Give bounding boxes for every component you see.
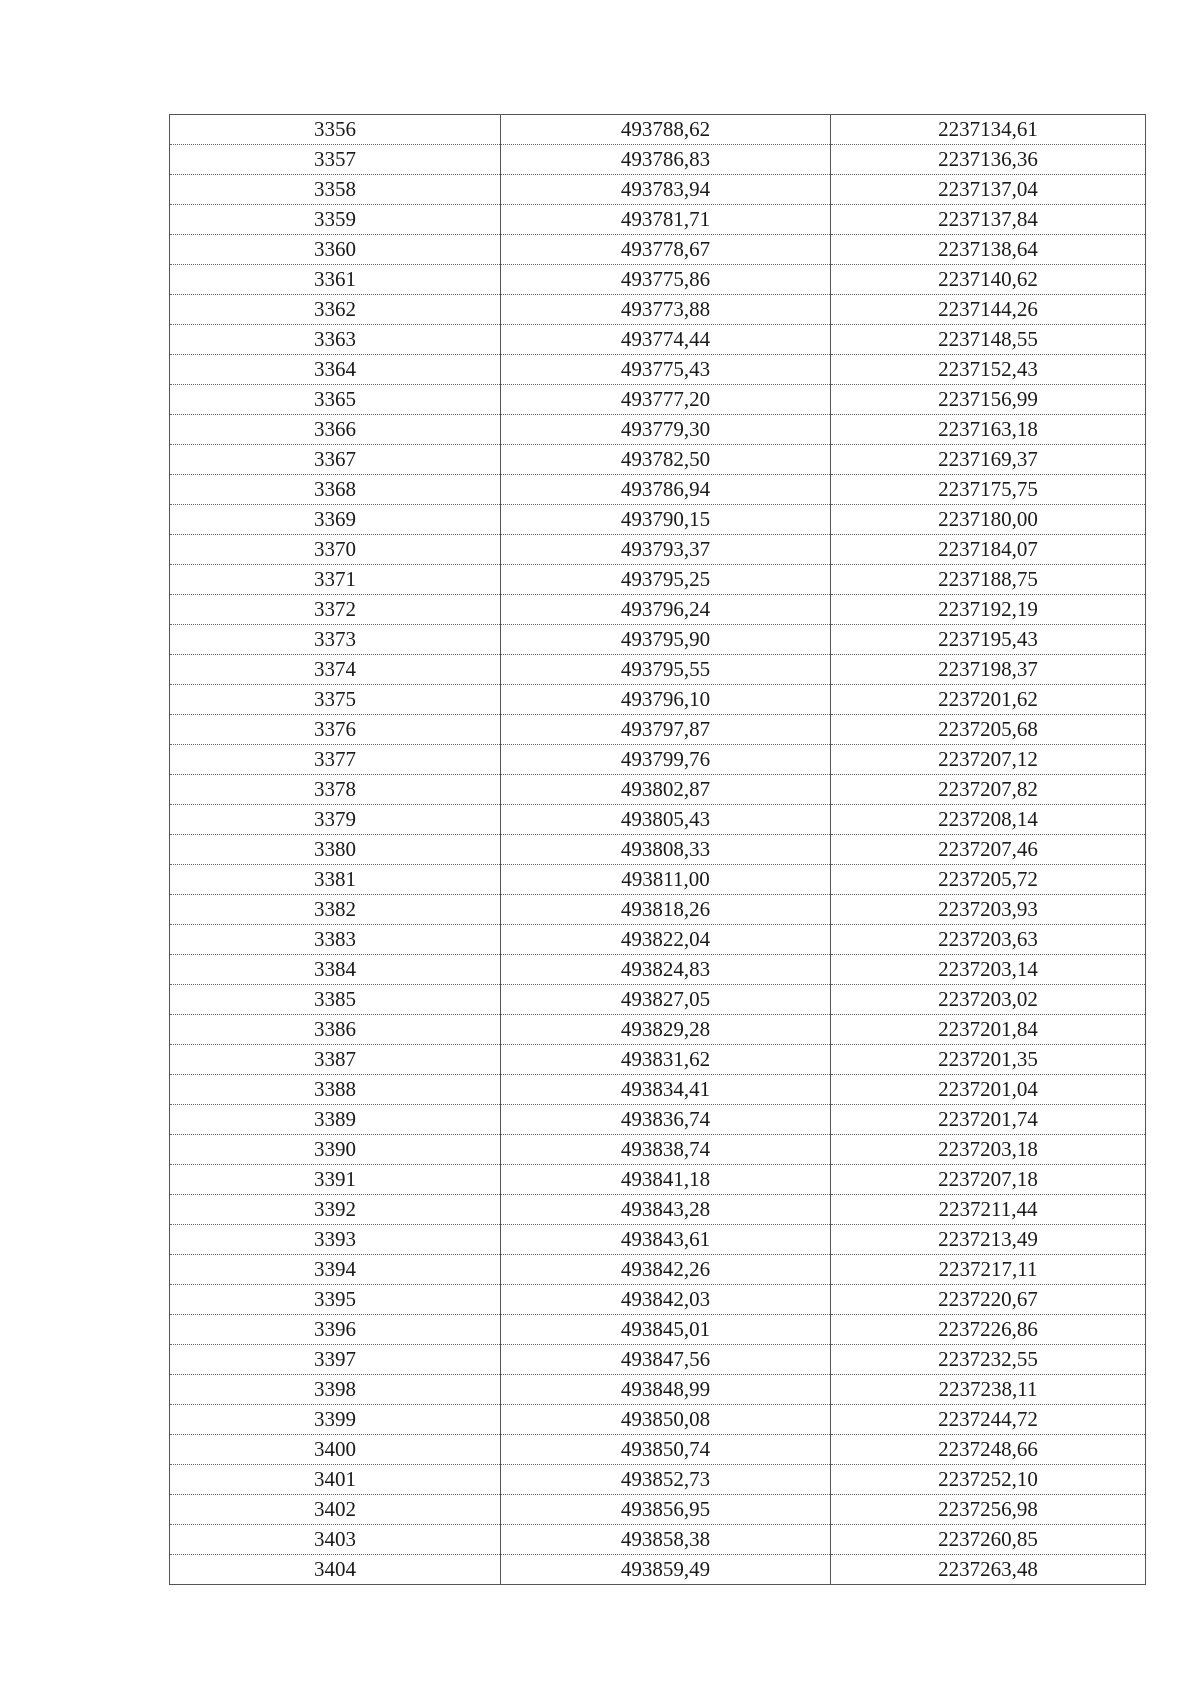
point-number-cell: 3398 bbox=[170, 1375, 501, 1405]
y-coordinate-cell: 2237184,07 bbox=[831, 535, 1146, 565]
point-number-cell: 3365 bbox=[170, 385, 501, 415]
point-number-cell: 3377 bbox=[170, 745, 501, 775]
y-coordinate-cell: 2237201,74 bbox=[831, 1105, 1146, 1135]
y-coordinate-cell: 2237134,61 bbox=[831, 115, 1146, 145]
point-number-cell: 3384 bbox=[170, 955, 501, 985]
point-number-cell: 3380 bbox=[170, 835, 501, 865]
y-coordinate-cell: 2237207,46 bbox=[831, 835, 1146, 865]
table-row bbox=[170, 595, 1146, 625]
table-row bbox=[170, 505, 1146, 535]
table-row bbox=[170, 865, 1146, 895]
point-number-cell: 3382 bbox=[170, 895, 501, 925]
x-coordinate-cell: 493824,83 bbox=[501, 955, 831, 985]
y-coordinate-cell: 2237203,63 bbox=[831, 925, 1146, 955]
y-coordinate-cell: 2237207,82 bbox=[831, 775, 1146, 805]
table-row bbox=[170, 1195, 1146, 1225]
y-coordinate-cell: 2237208,14 bbox=[831, 805, 1146, 835]
table-row bbox=[170, 1015, 1146, 1045]
table-row bbox=[170, 1555, 1146, 1585]
x-coordinate-cell: 493788,62 bbox=[501, 115, 831, 145]
table-row bbox=[170, 775, 1146, 805]
y-coordinate-cell: 2237203,93 bbox=[831, 895, 1146, 925]
table-row bbox=[170, 955, 1146, 985]
coordinates-table-body bbox=[170, 115, 1146, 1585]
point-number-cell: 3373 bbox=[170, 625, 501, 655]
x-coordinate-cell: 493859,49 bbox=[501, 1555, 831, 1585]
x-coordinate-cell: 493847,56 bbox=[501, 1345, 831, 1375]
x-coordinate-cell: 493777,20 bbox=[501, 385, 831, 415]
table-row bbox=[170, 1105, 1146, 1135]
x-coordinate-cell: 493838,74 bbox=[501, 1135, 831, 1165]
table-row bbox=[170, 1405, 1146, 1435]
table-row bbox=[170, 925, 1146, 955]
x-coordinate-cell: 493786,83 bbox=[501, 145, 831, 175]
table-row bbox=[170, 655, 1146, 685]
y-coordinate-cell: 2237207,12 bbox=[831, 745, 1146, 775]
y-coordinate-cell: 2237137,04 bbox=[831, 175, 1146, 205]
table-row bbox=[170, 685, 1146, 715]
table-row bbox=[170, 415, 1146, 445]
table-row bbox=[170, 1225, 1146, 1255]
x-coordinate-cell: 493827,05 bbox=[501, 985, 831, 1015]
x-coordinate-cell: 493781,71 bbox=[501, 205, 831, 235]
y-coordinate-cell: 2237256,98 bbox=[831, 1495, 1146, 1525]
y-coordinate-cell: 2237144,26 bbox=[831, 295, 1146, 325]
x-coordinate-cell: 493796,10 bbox=[501, 685, 831, 715]
x-coordinate-cell: 493797,87 bbox=[501, 715, 831, 745]
point-number-cell: 3388 bbox=[170, 1075, 501, 1105]
table-row bbox=[170, 1495, 1146, 1525]
x-coordinate-cell: 493841,18 bbox=[501, 1165, 831, 1195]
table-row bbox=[170, 1255, 1146, 1285]
x-coordinate-cell: 493831,62 bbox=[501, 1045, 831, 1075]
y-coordinate-cell: 2237201,04 bbox=[831, 1075, 1146, 1105]
x-coordinate-cell: 493822,04 bbox=[501, 925, 831, 955]
table-row bbox=[170, 565, 1146, 595]
y-coordinate-cell: 2237232,55 bbox=[831, 1345, 1146, 1375]
y-coordinate-cell: 2237138,64 bbox=[831, 235, 1146, 265]
table-row bbox=[170, 745, 1146, 775]
x-coordinate-cell: 493842,26 bbox=[501, 1255, 831, 1285]
y-coordinate-cell: 2237198,37 bbox=[831, 655, 1146, 685]
x-coordinate-cell: 493829,28 bbox=[501, 1015, 831, 1045]
y-coordinate-cell: 2237220,67 bbox=[831, 1285, 1146, 1315]
table-row bbox=[170, 985, 1146, 1015]
x-coordinate-cell: 493775,43 bbox=[501, 355, 831, 385]
x-coordinate-cell: 493790,15 bbox=[501, 505, 831, 535]
y-coordinate-cell: 2237201,62 bbox=[831, 685, 1146, 715]
y-coordinate-cell: 2237260,85 bbox=[831, 1525, 1146, 1555]
y-coordinate-cell: 2237201,35 bbox=[831, 1045, 1146, 1075]
table-row bbox=[170, 385, 1146, 415]
table-row bbox=[170, 535, 1146, 565]
x-coordinate-cell: 493774,44 bbox=[501, 325, 831, 355]
point-number-cell: 3394 bbox=[170, 1255, 501, 1285]
y-coordinate-cell: 2237137,84 bbox=[831, 205, 1146, 235]
table-row bbox=[170, 235, 1146, 265]
table-row bbox=[170, 355, 1146, 385]
y-coordinate-cell: 2237203,18 bbox=[831, 1135, 1146, 1165]
table-row bbox=[170, 715, 1146, 745]
y-coordinate-cell: 2237163,18 bbox=[831, 415, 1146, 445]
table-row bbox=[170, 1465, 1146, 1495]
table-row bbox=[170, 1345, 1146, 1375]
x-coordinate-cell: 493836,74 bbox=[501, 1105, 831, 1135]
x-coordinate-cell: 493775,86 bbox=[501, 265, 831, 295]
point-number-cell: 3376 bbox=[170, 715, 501, 745]
y-coordinate-cell: 2237263,48 bbox=[831, 1555, 1146, 1585]
point-number-cell: 3359 bbox=[170, 205, 501, 235]
point-number-cell: 3399 bbox=[170, 1405, 501, 1435]
table-row bbox=[170, 1045, 1146, 1075]
point-number-cell: 3356 bbox=[170, 115, 501, 145]
x-coordinate-cell: 493779,30 bbox=[501, 415, 831, 445]
point-number-cell: 3386 bbox=[170, 1015, 501, 1045]
point-number-cell: 3368 bbox=[170, 475, 501, 505]
point-number-cell: 3404 bbox=[170, 1555, 501, 1585]
table-row bbox=[170, 1075, 1146, 1105]
point-number-cell: 3389 bbox=[170, 1105, 501, 1135]
point-number-cell: 3395 bbox=[170, 1285, 501, 1315]
point-number-cell: 3375 bbox=[170, 685, 501, 715]
x-coordinate-cell: 493834,41 bbox=[501, 1075, 831, 1105]
point-number-cell: 3367 bbox=[170, 445, 501, 475]
x-coordinate-cell: 493850,74 bbox=[501, 1435, 831, 1465]
y-coordinate-cell: 2237205,68 bbox=[831, 715, 1146, 745]
x-coordinate-cell: 493778,67 bbox=[501, 235, 831, 265]
table-row bbox=[170, 115, 1146, 145]
x-coordinate-cell: 493795,25 bbox=[501, 565, 831, 595]
y-coordinate-cell: 2237156,99 bbox=[831, 385, 1146, 415]
x-coordinate-cell: 493811,00 bbox=[501, 865, 831, 895]
x-coordinate-cell: 493848,99 bbox=[501, 1375, 831, 1405]
x-coordinate-cell: 493786,94 bbox=[501, 475, 831, 505]
y-coordinate-cell: 2237203,14 bbox=[831, 955, 1146, 985]
y-coordinate-cell: 2237140,62 bbox=[831, 265, 1146, 295]
point-number-cell: 3360 bbox=[170, 235, 501, 265]
y-coordinate-cell: 2237180,00 bbox=[831, 505, 1146, 535]
y-coordinate-cell: 2237192,19 bbox=[831, 595, 1146, 625]
y-coordinate-cell: 2237226,86 bbox=[831, 1315, 1146, 1345]
table-row bbox=[170, 1135, 1146, 1165]
point-number-cell: 3400 bbox=[170, 1435, 501, 1465]
point-number-cell: 3358 bbox=[170, 175, 501, 205]
point-number-cell: 3371 bbox=[170, 565, 501, 595]
y-coordinate-cell: 2237217,11 bbox=[831, 1255, 1146, 1285]
y-coordinate-cell: 2237203,02 bbox=[831, 985, 1146, 1015]
x-coordinate-cell: 493793,37 bbox=[501, 535, 831, 565]
x-coordinate-cell: 493850,08 bbox=[501, 1405, 831, 1435]
point-number-cell: 3364 bbox=[170, 355, 501, 385]
table-row bbox=[170, 1165, 1146, 1195]
y-coordinate-cell: 2237238,11 bbox=[831, 1375, 1146, 1405]
coordinates-table bbox=[169, 114, 1146, 1585]
y-coordinate-cell: 2237207,18 bbox=[831, 1165, 1146, 1195]
table-row bbox=[170, 625, 1146, 655]
y-coordinate-cell: 2237213,49 bbox=[831, 1225, 1146, 1255]
point-number-cell: 3381 bbox=[170, 865, 501, 895]
x-coordinate-cell: 493843,28 bbox=[501, 1195, 831, 1225]
point-number-cell: 3401 bbox=[170, 1465, 501, 1495]
x-coordinate-cell: 493783,94 bbox=[501, 175, 831, 205]
point-number-cell: 3361 bbox=[170, 265, 501, 295]
table-row bbox=[170, 1375, 1146, 1405]
x-coordinate-cell: 493782,50 bbox=[501, 445, 831, 475]
point-number-cell: 3393 bbox=[170, 1225, 501, 1255]
point-number-cell: 3390 bbox=[170, 1135, 501, 1165]
x-coordinate-cell: 493773,88 bbox=[501, 295, 831, 325]
point-number-cell: 3387 bbox=[170, 1045, 501, 1075]
table-row bbox=[170, 175, 1146, 205]
point-number-cell: 3392 bbox=[170, 1195, 501, 1225]
y-coordinate-cell: 2237211,44 bbox=[831, 1195, 1146, 1225]
table-row bbox=[170, 1435, 1146, 1465]
table-row bbox=[170, 265, 1146, 295]
x-coordinate-cell: 493795,90 bbox=[501, 625, 831, 655]
x-coordinate-cell: 493818,26 bbox=[501, 895, 831, 925]
point-number-cell: 3379 bbox=[170, 805, 501, 835]
x-coordinate-cell: 493856,95 bbox=[501, 1495, 831, 1525]
point-number-cell: 3363 bbox=[170, 325, 501, 355]
point-number-cell: 3397 bbox=[170, 1345, 501, 1375]
point-number-cell: 3370 bbox=[170, 535, 501, 565]
table-row bbox=[170, 145, 1146, 175]
y-coordinate-cell: 2237248,66 bbox=[831, 1435, 1146, 1465]
point-number-cell: 3385 bbox=[170, 985, 501, 1015]
point-number-cell: 3396 bbox=[170, 1315, 501, 1345]
y-coordinate-cell: 2237195,43 bbox=[831, 625, 1146, 655]
point-number-cell: 3383 bbox=[170, 925, 501, 955]
table-row bbox=[170, 325, 1146, 355]
x-coordinate-cell: 493805,43 bbox=[501, 805, 831, 835]
y-coordinate-cell: 2237175,75 bbox=[831, 475, 1146, 505]
y-coordinate-cell: 2237205,72 bbox=[831, 865, 1146, 895]
point-number-cell: 3374 bbox=[170, 655, 501, 685]
point-number-cell: 3403 bbox=[170, 1525, 501, 1555]
y-coordinate-cell: 2237252,10 bbox=[831, 1465, 1146, 1495]
x-coordinate-cell: 493799,76 bbox=[501, 745, 831, 775]
table-row bbox=[170, 445, 1146, 475]
x-coordinate-cell: 493795,55 bbox=[501, 655, 831, 685]
y-coordinate-cell: 2237136,36 bbox=[831, 145, 1146, 175]
table-row bbox=[170, 205, 1146, 235]
table-row bbox=[170, 805, 1146, 835]
y-coordinate-cell: 2237152,43 bbox=[831, 355, 1146, 385]
point-number-cell: 3366 bbox=[170, 415, 501, 445]
point-number-cell: 3372 bbox=[170, 595, 501, 625]
x-coordinate-cell: 493843,61 bbox=[501, 1225, 831, 1255]
table-row bbox=[170, 1315, 1146, 1345]
y-coordinate-cell: 2237188,75 bbox=[831, 565, 1146, 595]
x-coordinate-cell: 493845,01 bbox=[501, 1315, 831, 1345]
table-row bbox=[170, 835, 1146, 865]
point-number-cell: 3402 bbox=[170, 1495, 501, 1525]
table-row bbox=[170, 1525, 1146, 1555]
x-coordinate-cell: 493858,38 bbox=[501, 1525, 831, 1555]
x-coordinate-cell: 493796,24 bbox=[501, 595, 831, 625]
y-coordinate-cell: 2237201,84 bbox=[831, 1015, 1146, 1045]
y-coordinate-cell: 2237169,37 bbox=[831, 445, 1146, 475]
point-number-cell: 3362 bbox=[170, 295, 501, 325]
table-row bbox=[170, 1285, 1146, 1315]
point-number-cell: 3369 bbox=[170, 505, 501, 535]
point-number-cell: 3391 bbox=[170, 1165, 501, 1195]
y-coordinate-cell: 2237244,72 bbox=[831, 1405, 1146, 1435]
point-number-cell: 3378 bbox=[170, 775, 501, 805]
x-coordinate-cell: 493852,73 bbox=[501, 1465, 831, 1495]
table-row bbox=[170, 895, 1146, 925]
x-coordinate-cell: 493808,33 bbox=[501, 835, 831, 865]
y-coordinate-cell: 2237148,55 bbox=[831, 325, 1146, 355]
table-row bbox=[170, 295, 1146, 325]
x-coordinate-cell: 493842,03 bbox=[501, 1285, 831, 1315]
point-number-cell: 3357 bbox=[170, 145, 501, 175]
table-row bbox=[170, 475, 1146, 505]
x-coordinate-cell: 493802,87 bbox=[501, 775, 831, 805]
